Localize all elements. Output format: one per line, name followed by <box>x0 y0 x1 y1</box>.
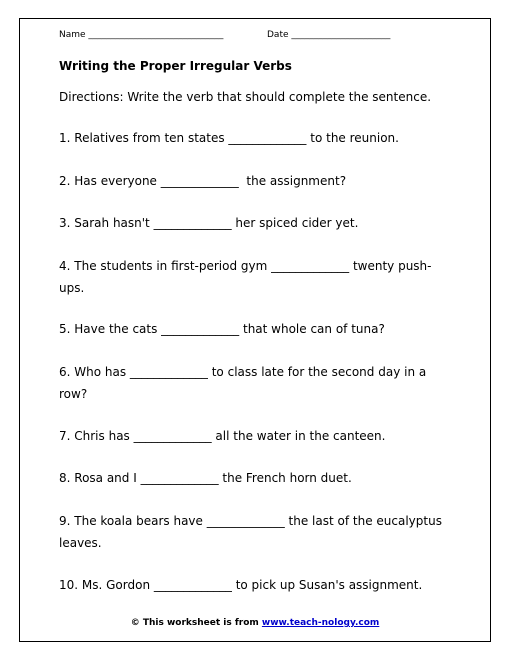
question-2: 2. Has everyone _____________ the assignment? <box>59 174 347 188</box>
question-9: 9. The koala bears have _____________ the last of the eucalyptus leaves. <box>59 514 446 550</box>
footer-credit <box>0 618 510 628</box>
question-5: 5. Have the cats _____________ that whole can of tuna? <box>59 322 385 336</box>
question-10: 10. Ms. Gordon _____________ to pick up Susan's assignment. <box>59 578 423 592</box>
name-field: Name ______________________________ <box>59 30 224 40</box>
worksheet-title: Writing the Proper Irregular Verbs <box>59 59 292 73</box>
question-7: 7. Chris has _____________ all the water in the canteen. <box>59 429 386 443</box>
question-3: 3. Sarah hasn't _____________ her spiced cider yet. <box>59 216 359 230</box>
question-8: 8. Rosa and I _____________ the French horn duet. <box>59 471 352 485</box>
date-field: Date ______________________ <box>267 30 391 40</box>
footer-link[interactable]: www.teach-nology.com <box>261 618 380 628</box>
footer-prefix: © This worksheet is from <box>130 618 262 628</box>
question-1: 1. Relatives from ten states _____________ to the reunion. <box>59 131 399 145</box>
question-4: 4. The students in first-period gym _____________ twenty push-ups. <box>59 259 432 295</box>
question-6: 6. Who has _____________ to class late for the second day in a row? <box>59 365 431 401</box>
directions-text: Directions: Write the verb that should complete the sentence. <box>59 90 432 104</box>
